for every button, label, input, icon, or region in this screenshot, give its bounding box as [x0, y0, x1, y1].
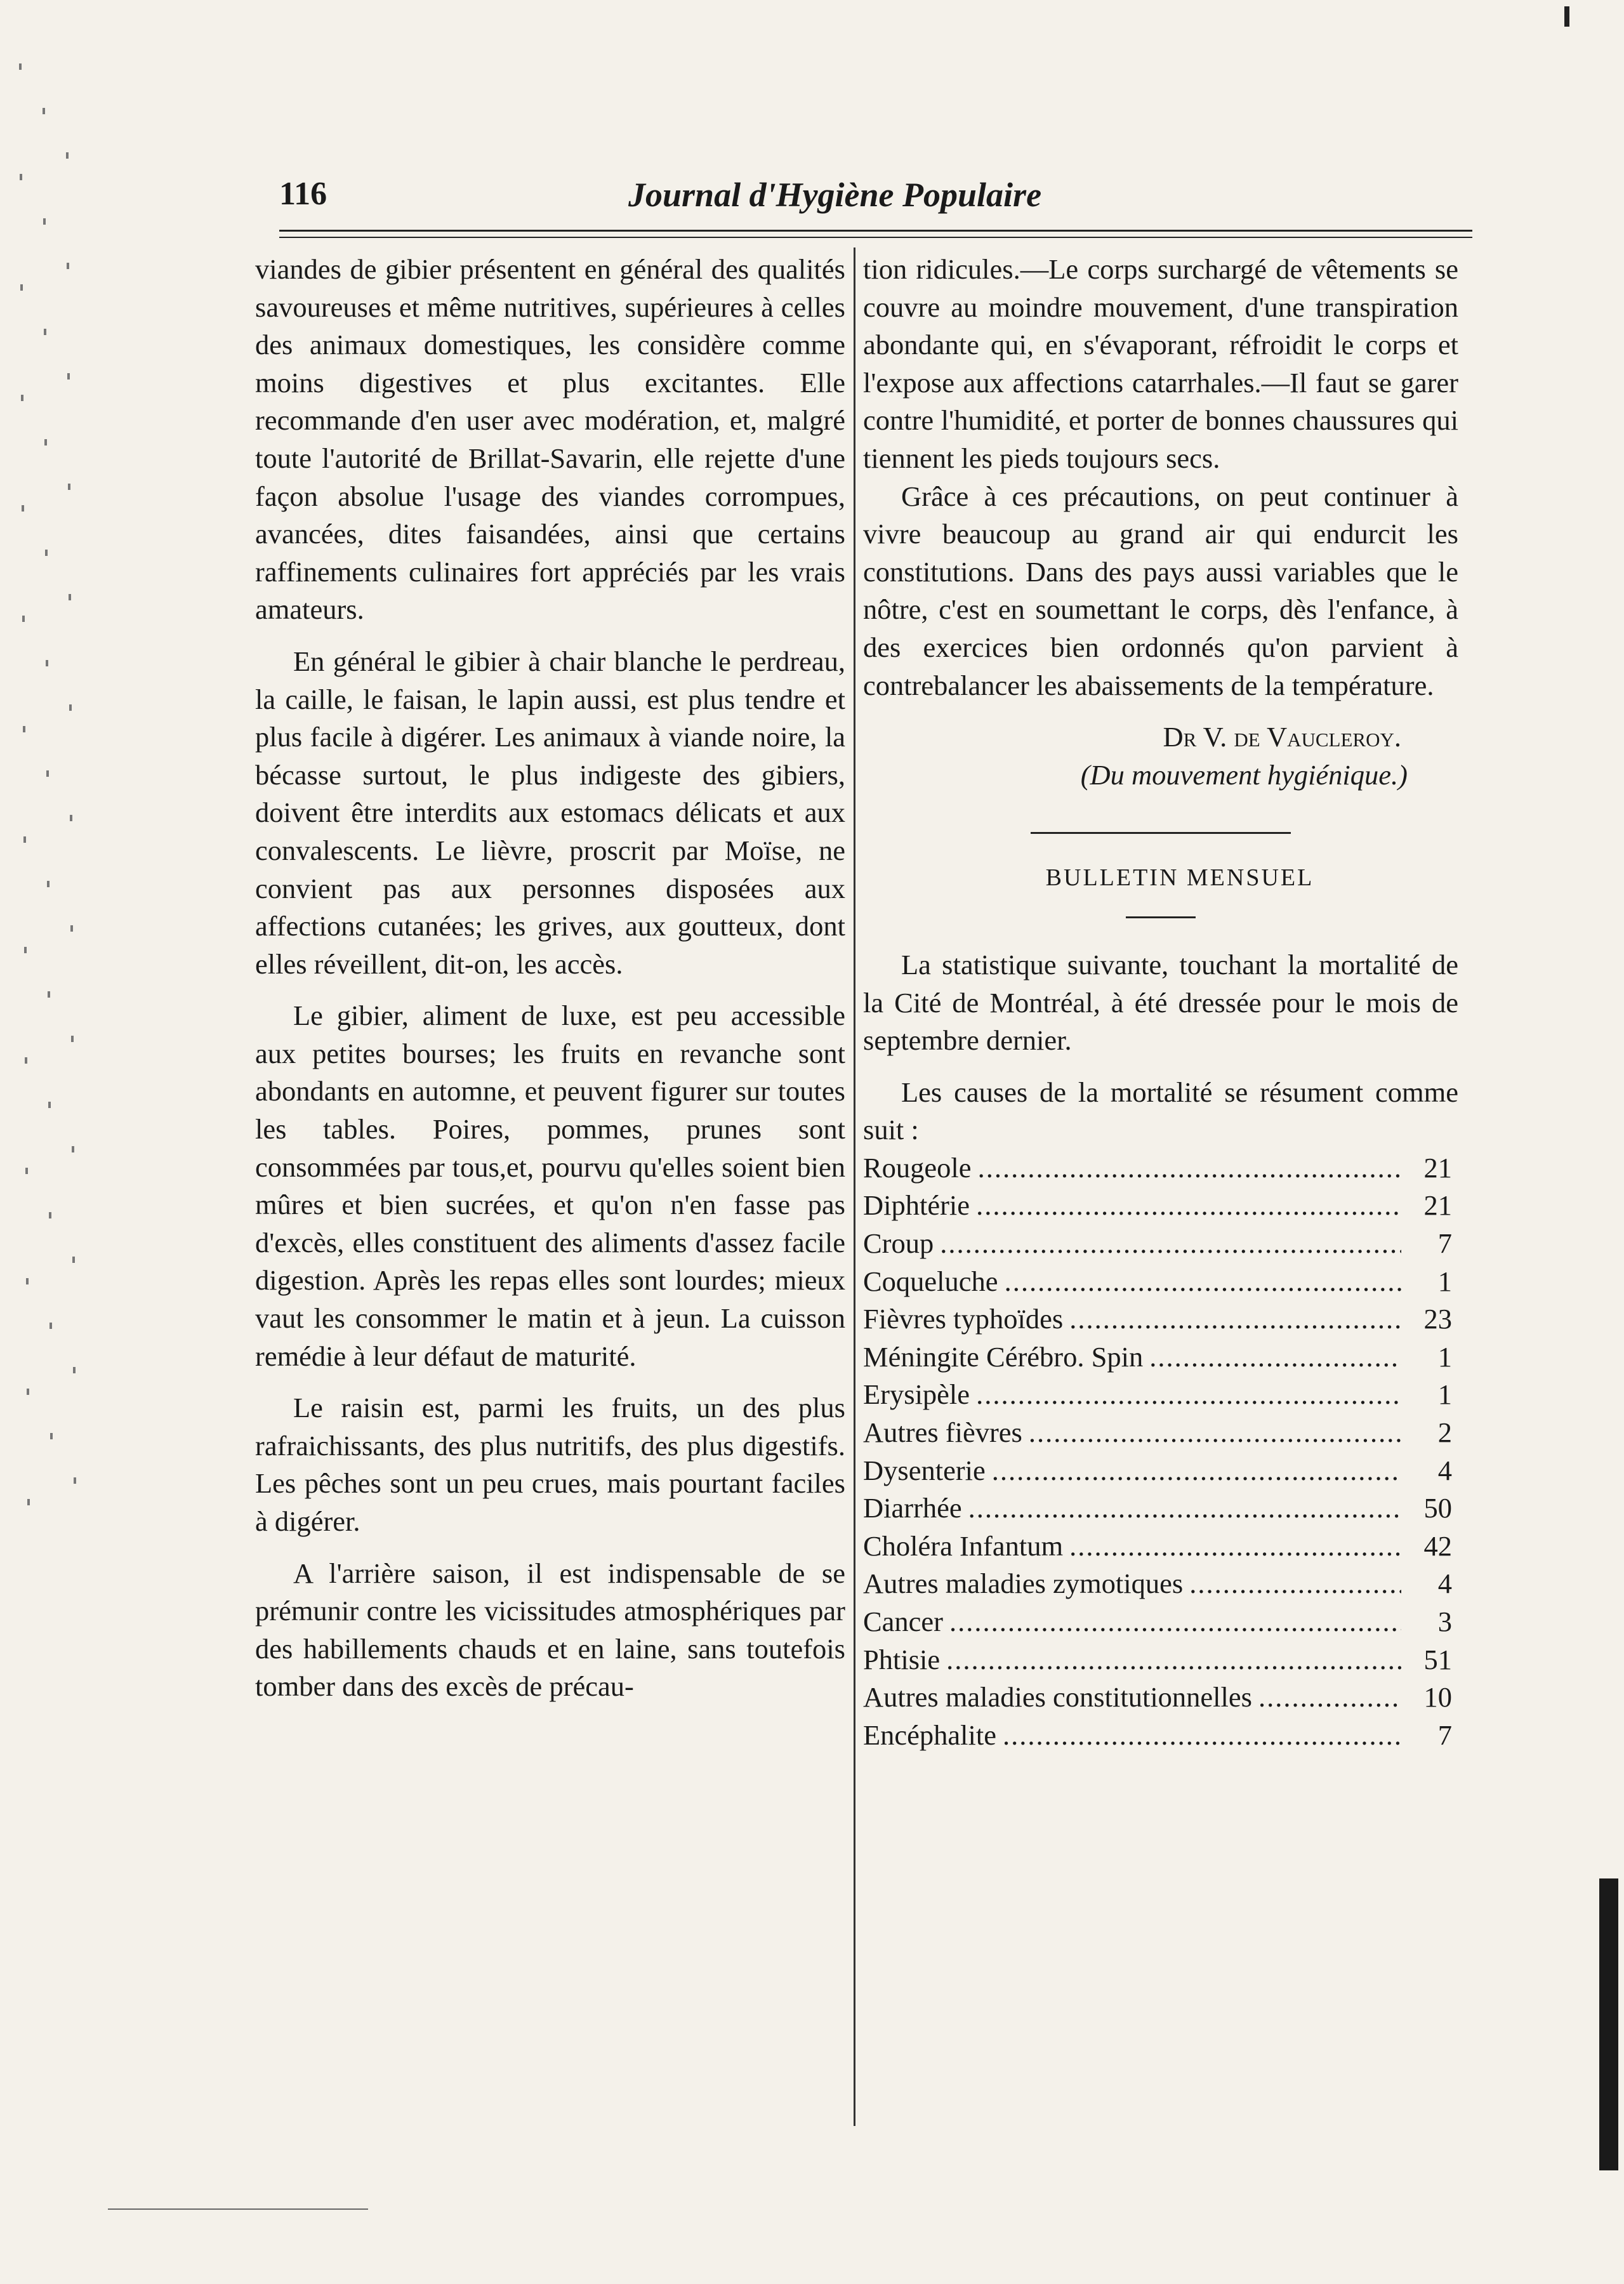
- scan-speck: [73, 1367, 76, 1373]
- scan-speck: [22, 505, 24, 512]
- death-count: 7: [1437, 1227, 1452, 1260]
- scan-speck: [19, 63, 22, 70]
- scan-speck: [46, 660, 48, 666]
- scan-edge-specks: [6, 63, 95, 1587]
- scan-speck: [44, 439, 47, 446]
- leader-dots: [976, 1187, 1401, 1225]
- cause-label: Fièvres typhoïdes: [863, 1303, 1064, 1335]
- mortality-row: [863, 1528, 1458, 1566]
- death-count: 51: [1423, 1643, 1452, 1675]
- mortality-row: [863, 1679, 1458, 1717]
- bulletin-intro: La statistique suivante, touchant la mortalité de la Cité de Montréal, à été dressée pour le mois de septembre dernier.: [863, 948, 1458, 1057]
- mortality-row: [863, 1641, 1458, 1679]
- mortality-row: [863, 1263, 1458, 1301]
- death-count: 3: [1437, 1606, 1452, 1637]
- mortality-row: [863, 1376, 1458, 1414]
- scan-speck: [70, 815, 72, 821]
- scan-speck: [43, 108, 45, 114]
- leader-dots: [1189, 1565, 1401, 1603]
- mortality-row: [863, 1565, 1458, 1603]
- scan-speck: [46, 770, 49, 777]
- cause-label: Choléra Infantum: [863, 1529, 1064, 1562]
- scan-edge-shadow: [1599, 1878, 1618, 2170]
- leader-dots: [1029, 1414, 1401, 1452]
- mortality-row: [863, 1149, 1458, 1187]
- scan-speck: [24, 947, 27, 953]
- journal-title: Journal d'Hygiène Populaire: [628, 176, 1042, 214]
- mortality-row: [863, 1187, 1458, 1225]
- leader-dots: [1069, 1528, 1401, 1566]
- cause-label: Méningite Cérébro. Spin: [863, 1340, 1144, 1373]
- death-count: 4: [1437, 1454, 1452, 1486]
- paragraph: viandes de gibier présentent en général des qualités savoureuses et même nutritives, supérieures à celles des animaux domestiques, les considère comme moins digestives et plus excitantes. Elle recommande d'en user avec modération, et, malgré toute l'autorité de Brillat-Savarin, elle rejette d'une façon absolue l'usage des viandes corrompues, avancées, dites faisandées, ainsi que certains raffinements culinaires fort appréciés par les vrais amateurs.: [255, 253, 845, 626]
- scan-speck: [68, 484, 70, 490]
- right-column: [863, 251, 1458, 1754]
- leader-dots: [976, 1376, 1401, 1414]
- scan-speck: [27, 1499, 30, 1505]
- paragraph: Grâce à ces précautions, on peut continuer à vivre beaucoup au grand air qui endurcit les constitutions. Dans des pays aussi variables que le nôtre, c'est en soumettant le corps, dès l'enfance, à des exercices bien ordonnés qu'on parvient à contrebalancer les abaissements de la température.: [863, 480, 1458, 701]
- scan-speck: [69, 594, 71, 600]
- scan-speck: [43, 218, 46, 225]
- cause-label: Diphtérie: [863, 1189, 970, 1222]
- scan-speck: [66, 152, 69, 159]
- death-count: 2: [1437, 1416, 1452, 1449]
- leader-dots: [949, 1603, 1401, 1641]
- mortality-row: [863, 1452, 1458, 1490]
- scan-speck: [23, 836, 26, 843]
- leader-dots: [992, 1452, 1401, 1490]
- scan-speck: [50, 1433, 53, 1439]
- scan-speck: [25, 1168, 28, 1174]
- cause-label: Erysipèle: [863, 1378, 970, 1411]
- scan-speck: [23, 726, 25, 732]
- section-rule: [1031, 832, 1291, 834]
- page-header: [279, 175, 1460, 226]
- cause-label: Dysenterie: [863, 1454, 986, 1486]
- scan-speck: [27, 1389, 29, 1395]
- cause-label: Coqueluche: [863, 1265, 998, 1297]
- leader-dots: [1003, 1717, 1401, 1755]
- scan-speck: [74, 1477, 76, 1484]
- mortality-row: [863, 1414, 1458, 1452]
- causes-intro: Les causes de la mortalité se résument comme suit :: [863, 1076, 1458, 1146]
- death-count: 21: [1423, 1189, 1452, 1222]
- paragraph: Le raisin est, parmi les fruits, un des plus rafraichissants, des plus nutritifs, des plus digestifs. Les pêches sont un peu crues, mais pourtant faciles à digérer.: [255, 1392, 845, 1537]
- leader-dots: [946, 1641, 1401, 1679]
- scan-speck: [48, 991, 50, 998]
- cause-label: Croup: [863, 1227, 934, 1260]
- scan-speck: [44, 329, 46, 335]
- cause-label: Phtisie: [863, 1643, 941, 1675]
- paragraph: tion ridicules.—Le corps surchargé de vêtements se couvre au moindre mouvement, d'une transpiration abondante qui, en s'évaporant, réfroidit le corps et l'expose aux affections catarrhales.—Il faut se garer contre l'humidité, et porter de bonnes chaussures qui tiennent les pieds toujours secs.: [863, 253, 1458, 474]
- scan-speck: [70, 925, 73, 932]
- scan-speck: [67, 373, 70, 380]
- paragraph: En général le gibier à chair blanche le perdreau, la caille, le faisan, le lapin aussi, est plus tendre et plus facile à digérer. Les animaux à viande noire, la bécasse surtout, le plus indigeste des gibiers, doivent être interdits aux estomacs délicats et aux convalescents. Le lièvre, proscrit par Moïse, ne convient pas aux personnes disposées aux affections cutanées; les grives, aux goutteux, dont elles réveillent, dit-on, les accès.: [255, 645, 845, 980]
- leader-dots: [1069, 1300, 1401, 1338]
- cause-label: Autres maladies constitutionnelles: [863, 1681, 1252, 1713]
- mortality-row: [863, 1225, 1458, 1263]
- death-count: 1: [1437, 1378, 1452, 1411]
- scan-speck: [71, 1036, 74, 1042]
- death-count: 23: [1423, 1303, 1452, 1335]
- mortality-row: [863, 1300, 1458, 1338]
- scan-speck: [47, 881, 50, 887]
- mortality-table: [863, 1149, 1458, 1755]
- mortality-row: [863, 1338, 1458, 1376]
- scan-speck: [21, 395, 23, 401]
- scan-speck: [26, 1278, 29, 1284]
- bulletin-title: BULLETIN MENSUEL: [1045, 864, 1314, 892]
- leader-dots: [1149, 1338, 1401, 1376]
- page-number: 116: [279, 176, 327, 212]
- mortality-row: [863, 1717, 1458, 1755]
- cause-label: Encéphalite: [863, 1719, 997, 1751]
- scan-speck: [72, 1257, 75, 1263]
- scan-speck: [67, 263, 69, 269]
- scan-speck: [69, 704, 72, 711]
- cause-label: Autres fièvres: [863, 1416, 1022, 1449]
- cause-label: Rougeole: [863, 1151, 972, 1184]
- scan-speck: [25, 1057, 27, 1064]
- left-column: [255, 251, 845, 1706]
- cause-label: Cancer: [863, 1606, 944, 1637]
- author-signature: Dr V. de Vaucleroy.: [1163, 721, 1401, 753]
- death-count: 42: [1423, 1529, 1452, 1562]
- death-count: 4: [1437, 1568, 1452, 1600]
- death-count: 1: [1437, 1340, 1452, 1373]
- column-divider: [854, 248, 855, 2126]
- leader-dots: [1005, 1263, 1401, 1301]
- scan-speck: [49, 1212, 51, 1218]
- paragraph: A l'arrière saison, il est indispensable de se prémunir contre les vicissitudes atmosphériques par des habillements chauds et en laine, sans toutefois tomber dans des excès de précau-: [255, 1557, 845, 1703]
- mortality-row: [863, 1603, 1458, 1641]
- scan-speck: [20, 174, 22, 180]
- scan-speck: [20, 284, 23, 291]
- death-count: 21: [1423, 1151, 1452, 1184]
- paragraph: Le gibier, aliment de luxe, est peu accessible aux petites bourses; les fruits en revanche sont abondants en automne, et peuvent figurer sur toutes les tables. Poires, pommes, prunes sont consommées par tous,et, pourvu qu'elles soient bien mûres et bien sucrées, et qu'on n'en fasse pas d'excès, elles constituent des aliments d'assez facile digestion. Après les repas elles sont lourdes; mieux vaut les consommer le matin et à jeun. La cuisson remédie à leur défaut de maturité.: [255, 1000, 845, 1372]
- scan-bottom-rule: [108, 2208, 368, 2210]
- leader-dots: [1258, 1679, 1401, 1717]
- cause-label: Autres maladies zymotiques: [863, 1568, 1184, 1600]
- cause-label: Diarrhée: [863, 1492, 962, 1524]
- scan-speck: [72, 1146, 74, 1152]
- death-count: 10: [1423, 1681, 1452, 1713]
- source-citation: (Du mouvement hygiénique.): [1080, 758, 1408, 791]
- death-count: 7: [1437, 1719, 1452, 1751]
- scan-corner-mark: [1564, 6, 1569, 27]
- leader-dots: [968, 1489, 1401, 1528]
- scan-speck: [45, 550, 48, 556]
- leader-dots: [940, 1225, 1401, 1263]
- title-rule: [1126, 916, 1196, 918]
- scan-speck: [50, 1323, 52, 1329]
- mortality-row: [863, 1489, 1458, 1528]
- header-rule: [279, 230, 1472, 238]
- leader-dots: [978, 1149, 1401, 1187]
- scan-speck: [22, 616, 25, 622]
- death-count: 1: [1437, 1265, 1452, 1297]
- death-count: 50: [1423, 1492, 1452, 1524]
- scan-speck: [48, 1102, 51, 1108]
